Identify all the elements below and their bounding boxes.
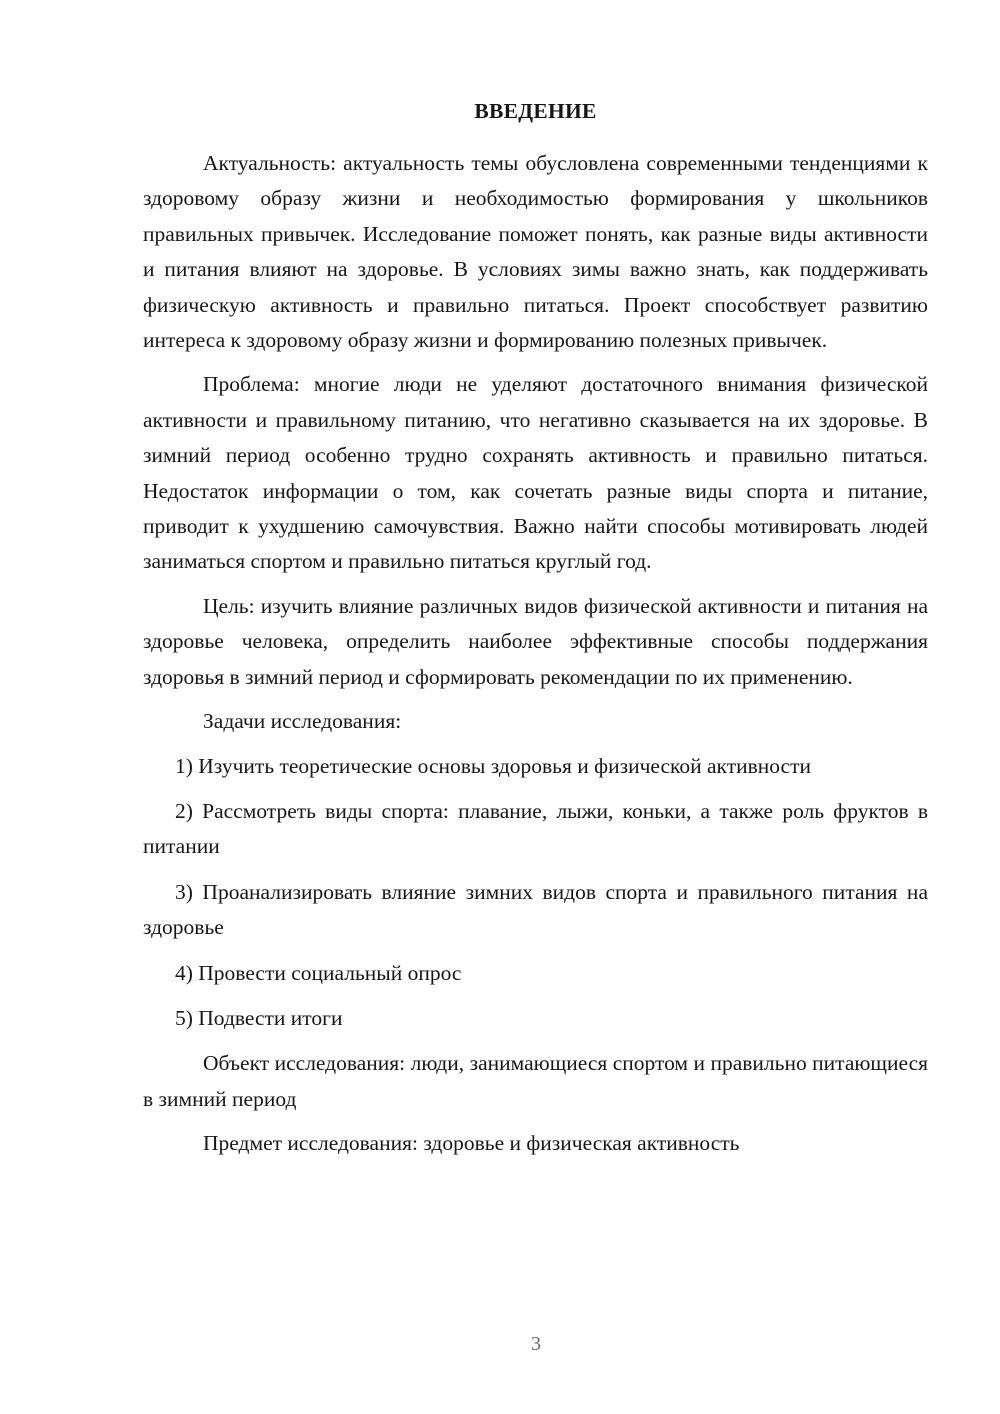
subject-paragraph: Предмет исследования: здоровье и физическая активность <box>203 1131 740 1156</box>
list-item: 5) Подвести итоги <box>175 1005 343 1030</box>
goal-paragraph: Цель: изучить влияние различных видов физической активности и питания на здоровье человека, определить наиболее эффективные способы поддержания здоровья в зимний период и сформировать рекомендации по их применению. <box>143 593 928 689</box>
page-number: 3 <box>531 1333 541 1355</box>
list-item: 2) Рассмотреть виды спорта: плавание, лыжи, коньки, а также роль фруктов в питании <box>143 798 928 859</box>
list-item: 3) Проанализировать влияние зимних видов спорта и правильного питания на здоровье <box>143 879 928 940</box>
problem-paragraph: Проблема: многие люди не уделяют достаточного внимания физической активности и правильному питанию, что негативно сказывается на их здоровье. В зимний период особенно трудно сохранять активность и правильно питаться. Недостаток информации о том, как сочетать разные виды спорта и питание, приводит к ухудшению самочувствия. Важно найти способы мотивировать людей заниматься спортом и правильно питаться круглый год. <box>143 372 928 574</box>
page-title: ВВЕДЕНИЕ <box>474 99 597 123</box>
relevance-paragraph: Актуальность: актуальность темы обусловлена современными тенденциями к здоровому образу жизни и необходимостью формирования у школьников правильных привычек. Исследование поможет понять, как разные виды активности и питания влияют на здоровье. В условиях зимы важно знать, как поддерживать физическую активность и правильно питаться. Проект способствует развитию интереса к здоровому образу жизни и формированию полезных привычек. <box>143 151 928 353</box>
list-item: 4) Провести социальный опрос <box>175 960 462 985</box>
list-item: 1) Изучить теоретические основы здоровья и физической активности <box>175 753 811 778</box>
document-page <box>143 96 928 1171</box>
object-paragraph: Объект исследования: люди, занимающиеся спортом и правильно питающиеся в зимний период <box>143 1051 928 1111</box>
tasks-heading: Задачи исследования: <box>203 709 402 734</box>
tasks-list <box>143 749 928 1037</box>
